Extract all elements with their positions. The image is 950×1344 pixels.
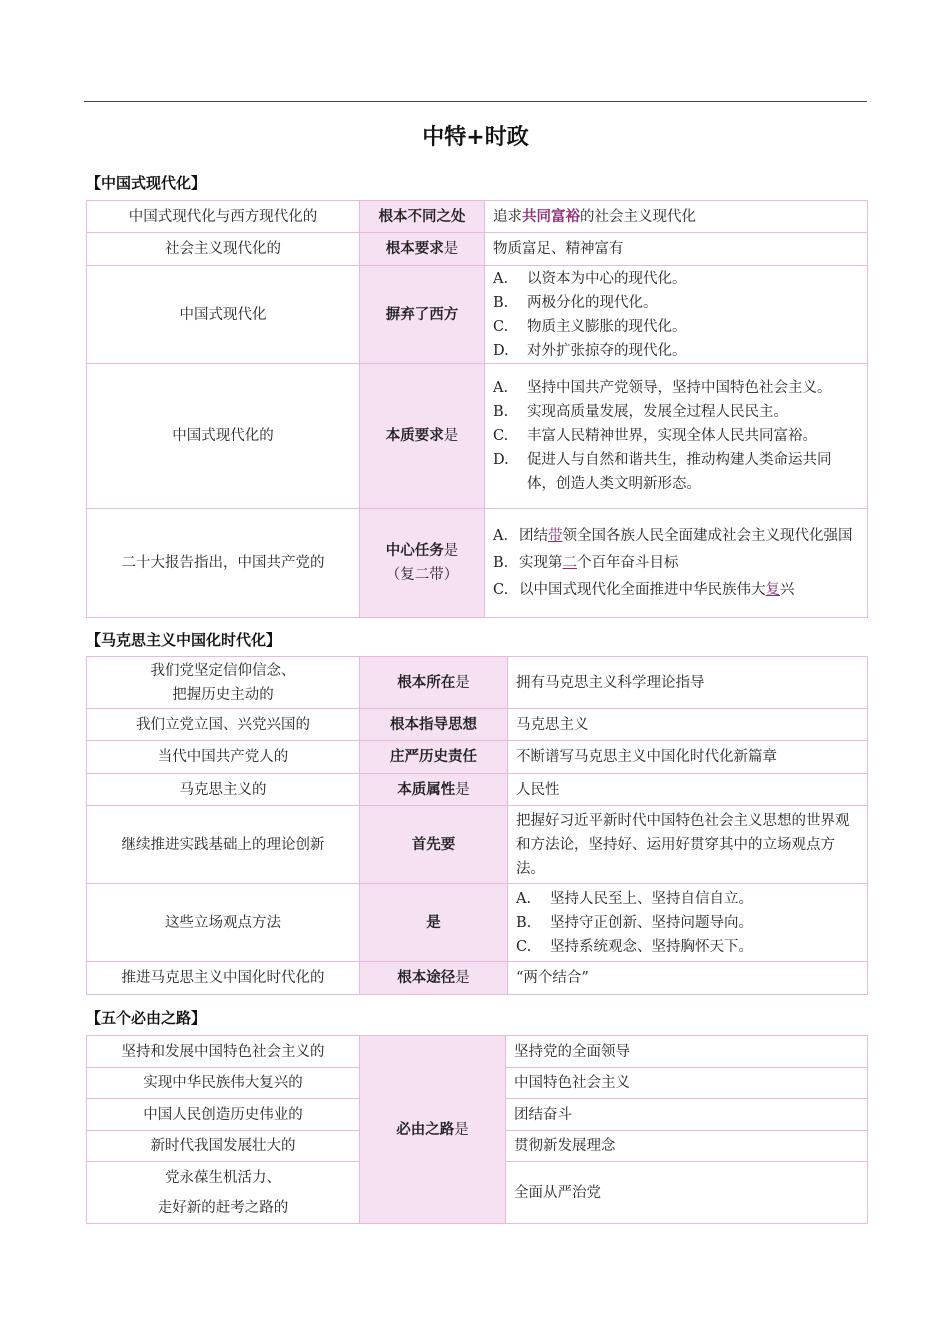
list-item: C. 丰富人民精神世界，实现全体人民共同富裕。 (493, 428, 817, 444)
row-key: 中心任务是 （复二带） (360, 509, 485, 618)
row-subject: 我们立党立国、兴党兴国的 (87, 709, 360, 741)
list-item: A. 坚持中国共产党领导，坚持中国特色社会主义。 (493, 380, 832, 396)
row-answer: “两个结合” (508, 962, 868, 995)
list-item: A. 团结带领全国各族人民全面建成社会主义现代化强国 (493, 527, 853, 544)
row-subject: 当代中国共产党人的 (87, 741, 360, 774)
row-answer: 追求共同富裕的社会主义现代化 (485, 201, 868, 233)
list-item: C. 物质主义膨胀的现代化。 (493, 318, 687, 335)
list-item: D. 促进人与自然和谐共生，推动构建人类命运共同体，创造人类文明新形态。 (493, 452, 832, 492)
table-row (87, 657, 868, 709)
table-marxism (86, 656, 868, 995)
table-row (87, 774, 868, 806)
list-item: B. 坚持守正创新、坚持问题导向。 (516, 914, 753, 931)
row-subject: 中国式现代化 (87, 266, 360, 364)
row-answer-list (508, 884, 868, 962)
row-subject: 中国式现代化的 (87, 364, 360, 509)
table-row (87, 709, 868, 741)
list-item: B. 实现高质量发展，发展全过程人民民主。 (493, 404, 788, 420)
row-key: 本质属性是 (360, 774, 508, 806)
table-row (87, 509, 868, 618)
row-answer: 团结奋斗 (506, 1099, 868, 1131)
row-subject: 实现中华民族伟大复兴的 (87, 1068, 360, 1099)
top-rule (84, 101, 867, 102)
section-heading-modernization: 【中国式现代化】 (86, 174, 207, 192)
row-key: 是 (360, 884, 508, 962)
row-subject: 继续推进实践基础上的理论创新 (87, 806, 360, 884)
row-subject: 新时代我国发展壮大的 (87, 1131, 360, 1162)
row-key: 根本指导思想 (360, 709, 508, 741)
list-item: D. 对外扩张掠夺的现代化。 (493, 342, 687, 359)
row-subject: 中国人民创造历史伟业的 (87, 1099, 360, 1131)
list-item: C. 以中国式现代化全面推进中华民族伟大复兴 (493, 581, 795, 598)
row-subject: 我们党坚定信仰信念、 把握历史主动的 (87, 657, 360, 709)
row-answer: 贯彻新发展理念 (506, 1131, 868, 1162)
row-answer: 全面从严治党 (506, 1162, 868, 1224)
list-item: A. 以资本为中心的现代化。 (493, 270, 687, 287)
row-answer: 物质富足、精神富有 (485, 233, 868, 266)
row-subject: 坚持和发展中国特色社会主义的 (87, 1036, 360, 1068)
row-key: 根本途径是 (360, 962, 508, 995)
row-key: 根本不同之处 (360, 201, 485, 233)
table-row (87, 1036, 868, 1068)
row-key: 根本所在是 (360, 657, 508, 709)
row-key: 首先要 (360, 806, 508, 884)
row-answer-list (485, 509, 868, 618)
table-row (87, 266, 868, 364)
row-key: 必由之路是 (360, 1036, 506, 1224)
table-row (87, 806, 868, 884)
row-answer: 拥有马克思主义科学理论指导 (508, 657, 868, 709)
list-item: B. 两极分化的现代化。 (493, 294, 658, 311)
table-row (87, 364, 868, 509)
row-key: 根本要求是 (360, 233, 485, 266)
row-subject: 中国式现代化与西方现代化的 (87, 201, 360, 233)
section-heading-marxism: 【马克思主义中国化时代化】 (86, 631, 282, 649)
row-subject: 党永葆生机活力、 走好新的赶考之路的 (87, 1162, 360, 1224)
highlight-common-prosperity: 共同富裕 (522, 208, 580, 225)
row-answer: 中国特色社会主义 (506, 1068, 868, 1099)
row-key: 庄严历史责任 (360, 741, 508, 774)
table-row (87, 741, 868, 774)
row-answer: 马克思主义 (508, 709, 868, 741)
row-key: 本质要求是 (360, 364, 485, 509)
row-subject: 社会主义现代化的 (87, 233, 360, 266)
row-answer-list (485, 364, 868, 509)
section-heading-five-paths: 【五个必由之路】 (86, 1009, 207, 1027)
row-answer: 坚持党的全面领导 (506, 1036, 868, 1068)
row-subject: 马克思主义的 (87, 774, 360, 806)
list-item: B. 实现第二个百年奋斗目标 (493, 554, 679, 571)
row-answer: 人民性 (508, 774, 868, 806)
row-subject: 这些立场观点方法 (87, 884, 360, 962)
row-answer-list (485, 266, 868, 364)
table-row (87, 884, 868, 962)
table-row (87, 233, 868, 266)
row-answer: 把握好习近平新时代中国特色社会主义思想的世界观和方法论，坚持好、运用好贯穿其中的立场观点方法。 (508, 806, 868, 884)
table-row (87, 201, 868, 233)
row-answer: 不断谱写马克思主义中国化时代化新篇章 (508, 741, 868, 774)
table-five-paths (86, 1035, 868, 1224)
row-key: 摒弃了西方 (360, 266, 485, 364)
list-item: A. 坚持人民至上、坚持自信自立。 (516, 890, 753, 907)
table-row (87, 962, 868, 995)
page-title: 中特+时政 (422, 125, 529, 150)
row-subject: 二十大报告指出，中国共产党的 (87, 509, 360, 618)
list-item: C. 坚持系统观念、坚持胸怀天下。 (516, 938, 753, 955)
row-subject: 推进马克思主义中国化时代化的 (87, 962, 360, 995)
table-modernization (86, 200, 868, 618)
